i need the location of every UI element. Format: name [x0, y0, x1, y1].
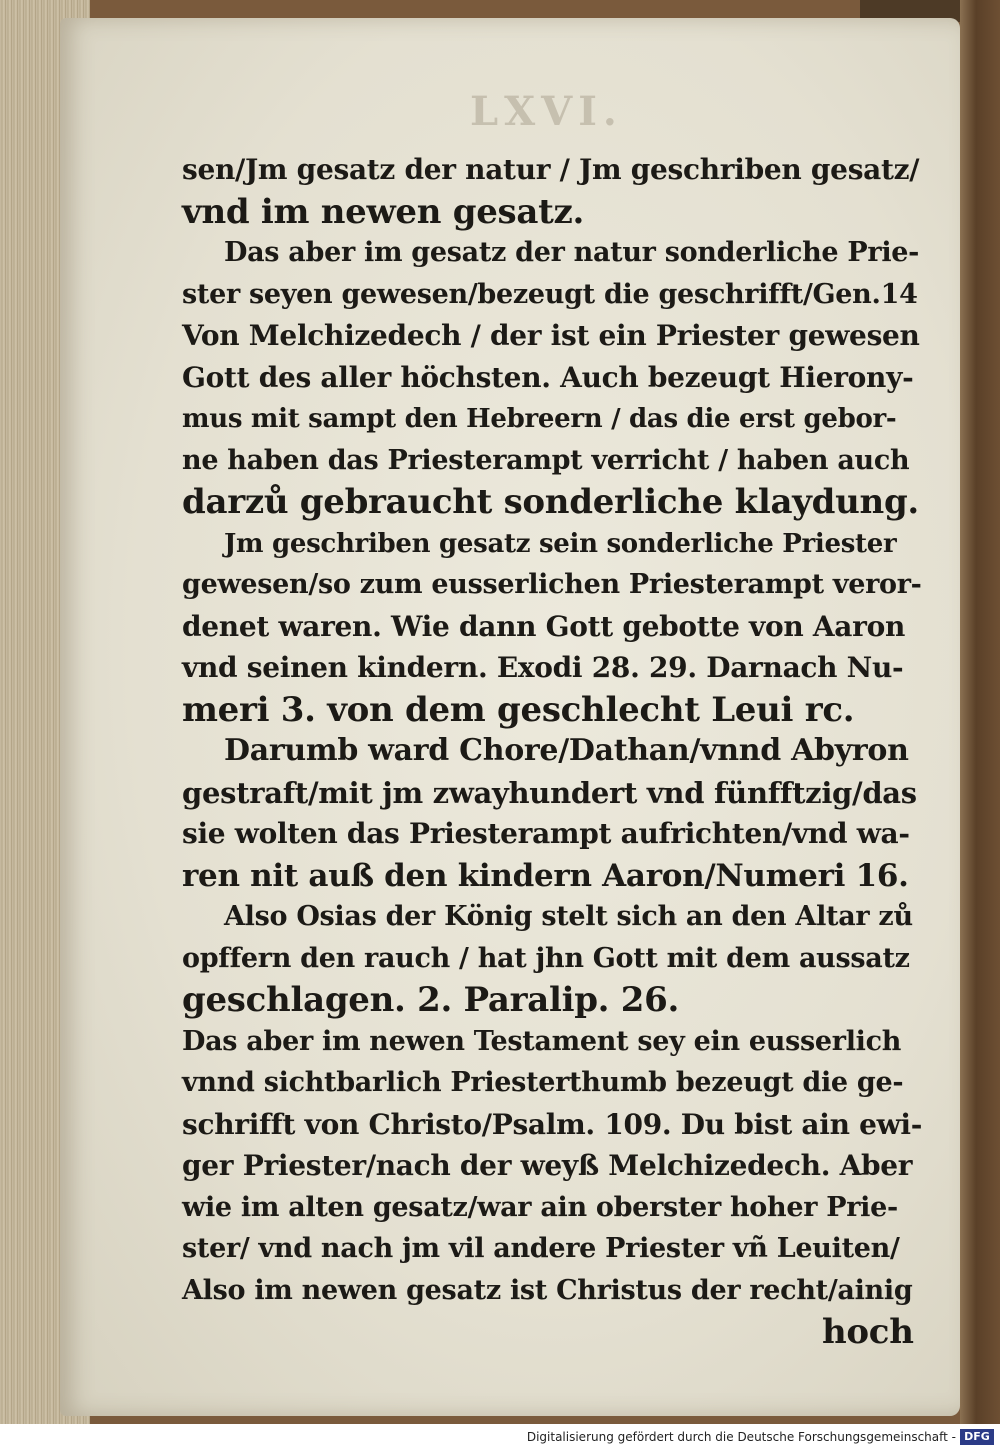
text-line: gestraft/mit jm zwayhundert vnd fünfftzig/das — [182, 776, 917, 810]
text-line: ger Priester/nach der weyß Melchizedech. Aber — [182, 1149, 913, 1182]
text-line: Darumb ward Chore/Dathan/vnnd Abyron — [224, 733, 909, 768]
text-line: Das aber im newen Testament sey ein eusserlich — [182, 1026, 902, 1057]
text-line: Das aber im gesatz der natur sonderliche Prie- — [224, 237, 920, 268]
text-line: darzů gebraucht sonderliche klaydung. — [182, 482, 919, 522]
text-line: vnnd sichtbarlich Priesterthumb bezeugt die ge- — [182, 1067, 904, 1098]
text-line: wie im alten gesatz/war ain oberster hoher Prie- — [182, 1192, 898, 1223]
book-spine — [960, 0, 1000, 1424]
text-line: mus mit sampt den Hebreern / das die erst gebor- — [182, 404, 897, 434]
text-line: Also Osias der König stelt sich an den Altar zů — [224, 901, 913, 932]
text-line: ster/ vnd nach jm vil andere Priester vñ Leuiten/ — [182, 1233, 900, 1264]
text-line: schrifft von Christo/Psalm. 109. Du bist ain ewi- — [182, 1108, 923, 1141]
text-line: Gott des aller höchsten. Auch bezeugt Hierony- — [182, 361, 914, 394]
text-line: opffern den rauch / hat jhn Gott mit dem aussatz — [182, 943, 910, 974]
text-line: ne haben das Priesterampt verricht / haben auch — [182, 445, 910, 476]
folio-number: LXVI. — [470, 88, 623, 135]
text-line: geschlagen. 2. Paralip. 26. — [182, 980, 680, 1020]
funding-notice: Digitalisierung gefördert durch die Deutsche Forschungsgemeinschaft - — [526, 1430, 956, 1444]
text-line: Von Melchizedech / der ist ein Priester gewesen — [182, 319, 920, 352]
text-line: denet waren. Wie dann Gott gebotte von Aaron — [182, 610, 906, 643]
text-line: sie wolten das Priesterampt aufrichten/vnd wa- — [182, 817, 910, 850]
text-line: meri 3. von dem geschlecht Leui rc. — [182, 690, 855, 730]
dfg-logo: DFG — [960, 1429, 994, 1445]
text-line: ren nit auß den kindern Aaron/Numeri 16. — [182, 858, 909, 894]
text-line: vnd im newen gesatz. — [182, 192, 585, 232]
text-line: vnd seinen kindern. Exodi 28. 29. Darnach Nu- — [182, 651, 904, 684]
catchword: hoch — [822, 1312, 914, 1352]
digitization-footer — [0, 1424, 1000, 1452]
text-line: sen/Jm gesatz der natur / Jm geschriben gesatz/ — [182, 153, 920, 186]
text-line: gewesen/so zum eusserlichen Priesterampt veror- — [182, 569, 922, 600]
text-line: Also im newen gesatz ist Christus der recht/ainig — [182, 1275, 913, 1306]
text-line: ster seyen gewesen/bezeugt die geschrifft/Gen.14 — [182, 279, 918, 310]
text-line: Jm geschriben gesatz sein sonderliche Priester — [224, 529, 897, 559]
